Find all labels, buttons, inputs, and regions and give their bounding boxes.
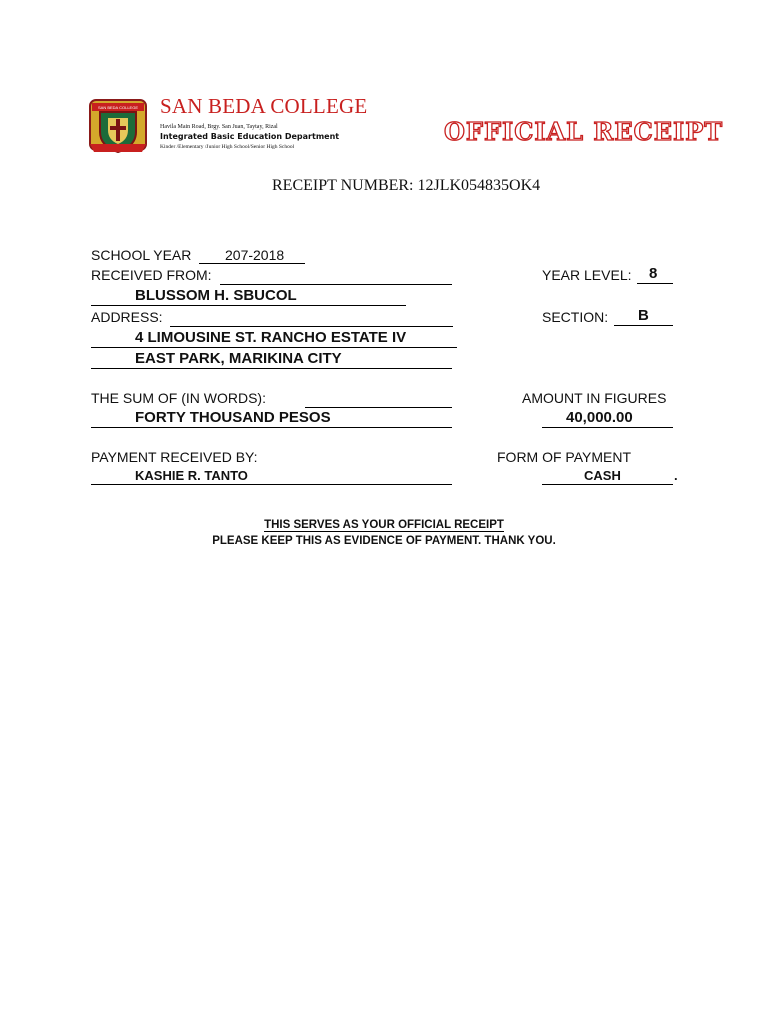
received-from-label: RECEIVED FROM: [91, 267, 212, 283]
sum-in-words-label: THE SUM OF (IN WORDS): [91, 390, 266, 406]
address-line [170, 310, 453, 327]
address-line1-value: 4 LIMOUSINE ST. RANCHO ESTATE IV [91, 328, 457, 348]
section-label: SECTION: [542, 309, 609, 325]
college-name: SAN BEDA COLLEGE [160, 94, 368, 118]
received-from-line [220, 268, 452, 285]
form-of-payment-label: FORM OF PAYMENT [497, 449, 632, 465]
official-receipt-notice [0, 519, 768, 531]
address-label: ADDRESS: [91, 309, 163, 325]
college-levels: Kinder /Elementary /Junior High School/Senior High School [160, 144, 295, 150]
sum-in-words-value: FORTY THOUSAND PESOS [91, 409, 452, 428]
school-year-value: 207-2018 [199, 247, 305, 264]
address-line2-value: EAST PARK, MARIKINA CITY [91, 349, 452, 369]
received-from-value: BLUSSOM H. SBUCOL [91, 287, 406, 306]
logo-lettering: SAN BEDA COLLEGE [97, 105, 139, 110]
amount-in-figures-label: AMOUNT IN FIGURES [522, 390, 667, 406]
evidence-of-payment-notice: PLEASE KEEP THIS AS EVIDENCE OF PAYMENT. THANK YOU. [212, 535, 556, 547]
form-of-payment-period: . [674, 468, 678, 483]
payment-received-by-value: KASHIE R. TANTO [91, 468, 452, 485]
receipt-number: RECEIPT NUMBER: 12JLK054835OK4 [272, 177, 541, 194]
college-department: Integrated Basic Education Department [160, 131, 340, 141]
official-receipt-notice-text: THIS SERVES AS YOUR OFFICIAL RECEIPT [264, 519, 504, 531]
official-receipt-title: OFFICIAL RECEIPT [444, 117, 724, 146]
year-level-value: 8 [637, 265, 673, 284]
sum-in-words-line [305, 391, 452, 408]
school-year-label: SCHOOL YEAR [91, 247, 192, 263]
college-address: Havila Main Road, Brgy. San Juan, Taytay, Rizal [160, 124, 278, 130]
amount-in-figures-value: 40,000.00 [542, 409, 673, 428]
section-value: B [614, 307, 673, 326]
year-level-label: YEAR LEVEL: [542, 267, 632, 283]
form-of-payment-value: CASH [542, 468, 673, 485]
college-seal-logo [86, 94, 150, 158]
payment-received-by-label: PAYMENT RECEIVED BY: [91, 449, 258, 465]
